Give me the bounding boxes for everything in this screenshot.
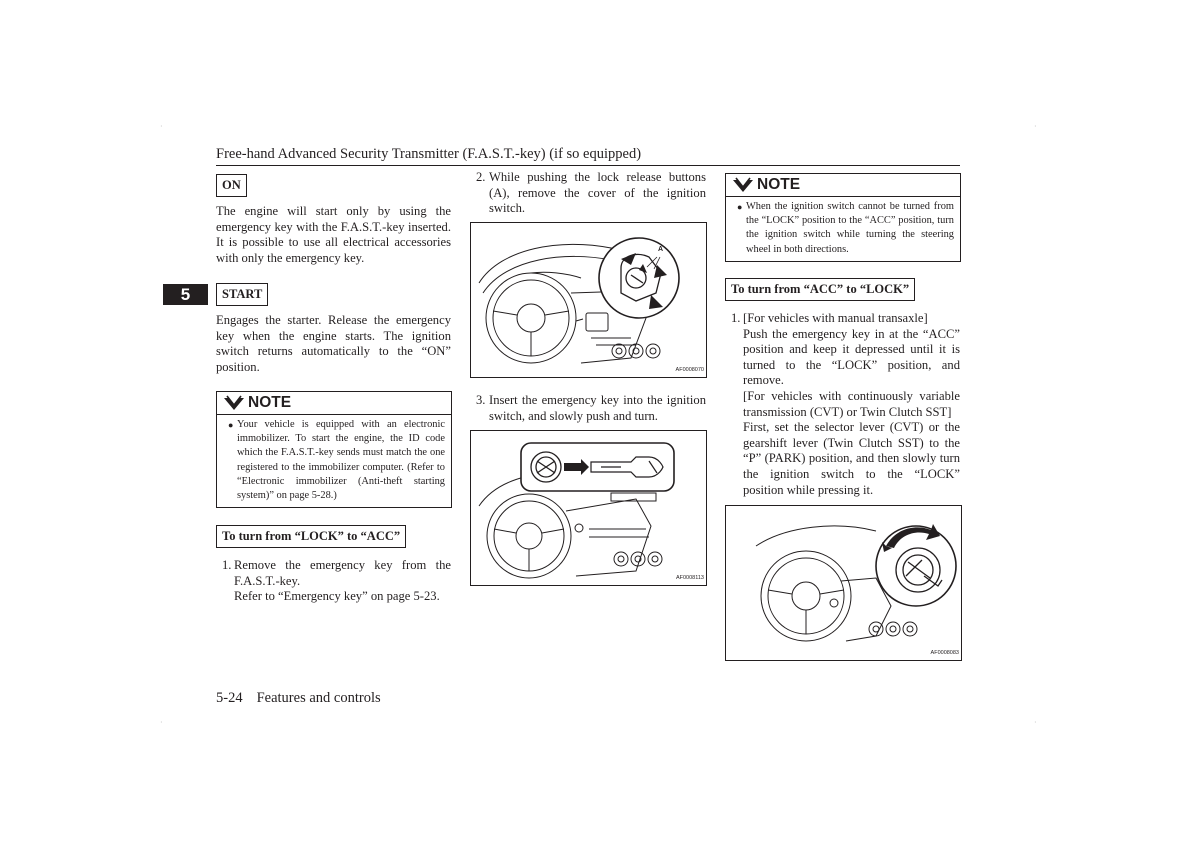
note-title: NOTE [757, 176, 801, 193]
step-number: 3. [476, 393, 486, 407]
on-text: The engine will start only by using the emergency key with the F.A.S.T.-key inserted. It is possible to use all electrical accessories with only the emergency key. [216, 204, 451, 265]
figure-turn-to-lock [725, 505, 962, 661]
note-header [217, 392, 451, 415]
note-box-immobilizer [216, 391, 452, 508]
on-label: ON [216, 174, 247, 197]
bullet-icon: ● [737, 202, 743, 212]
section-acc-to-lock: To turn from “ACC” to “LOCK” [725, 278, 915, 301]
step-text: Remove the emergency key from the F.A.S.T.-key. [234, 558, 451, 588]
step-instruction-manual: Push the emergency key in at the “ACC” position and keep it depressed until it is turned to the “LOCK” position, and remove. [743, 326, 960, 388]
figure-remove-cover [470, 222, 707, 378]
step-condition-manual: [For vehicles with manual transaxle] [743, 311, 928, 325]
start-label: START [216, 283, 268, 306]
step-instruction-cvt: First, set the selector lever (CVT) or the gearshift lever (Twin Clutch SST) to the “P” (PARK) position, and then slowly turn the ignition switch to the “LOCK” position while pressing it. [743, 420, 960, 497]
step-number: 1. [222, 558, 232, 572]
note-header [726, 174, 960, 197]
step-condition-cvt: [For vehicles with continuously variable transmission (CVT) or Twin Clutch SST] [743, 388, 960, 419]
note-title: NOTE [248, 394, 292, 411]
note-text: When the ignition switch cannot be turned from the “LOCK” position to the “ACC” position, turn the ignition switch while turning the steering wheel in both directions. [746, 201, 954, 255]
figure-code: AF0008070 [675, 367, 704, 373]
dashboard-illustration [726, 506, 961, 660]
header-rule [216, 165, 960, 166]
step-reference: Refer to “Emergency key” on page 5-23. [234, 589, 440, 603]
crop-mark: · [1034, 718, 1037, 727]
crop-mark: · [160, 718, 163, 727]
note-icon [222, 395, 246, 416]
note-text: Your vehicle is equipped with an electronic immobilizer. To start the engine, the ID code which the F.A.S.T.-key sends must match the one registered to the immobilizer computer. (Refer to “Electronic immobilizer (Anti-theft starting system)” on page 5-28.) [237, 419, 445, 502]
step-text: Insert the emergency key into the ignition switch, and slowly push and turn. [489, 393, 706, 423]
crop-mark: · [160, 122, 163, 131]
page-footer [216, 690, 381, 707]
step-text: While pushing the lock release buttons (A), remove the cover of the ignition switch. [489, 170, 706, 216]
figure-code: AF0008113 [675, 575, 704, 581]
figure-insert-key [470, 430, 707, 586]
dashboard-illustration [471, 431, 706, 585]
step-number: 1. [731, 311, 741, 325]
page-header-title: Free-hand Advanced Security Transmitter (F.A.S.T.-key) (if so equipped) [216, 146, 642, 162]
callout-a: A [658, 246, 664, 253]
page-number: 5-24 [216, 690, 243, 706]
step-number: 2. [476, 170, 486, 184]
crop-mark: · [1034, 122, 1037, 131]
figure-code: AF0008083 [930, 650, 959, 656]
bullet-icon: ● [228, 420, 234, 430]
note-icon [731, 177, 755, 198]
footer-section: Features and controls [256, 690, 381, 706]
section-lock-to-acc: To turn from “LOCK” to “ACC” [216, 525, 406, 548]
step-text [743, 311, 960, 498]
dashboard-illustration [471, 223, 706, 377]
chapter-tab: 5 [163, 284, 208, 305]
note-box-steering [725, 173, 961, 262]
start-text: Engages the starter. Release the emergency key when the engine starts. The ignition switch returns automatically to the “ON” position. [216, 313, 451, 374]
